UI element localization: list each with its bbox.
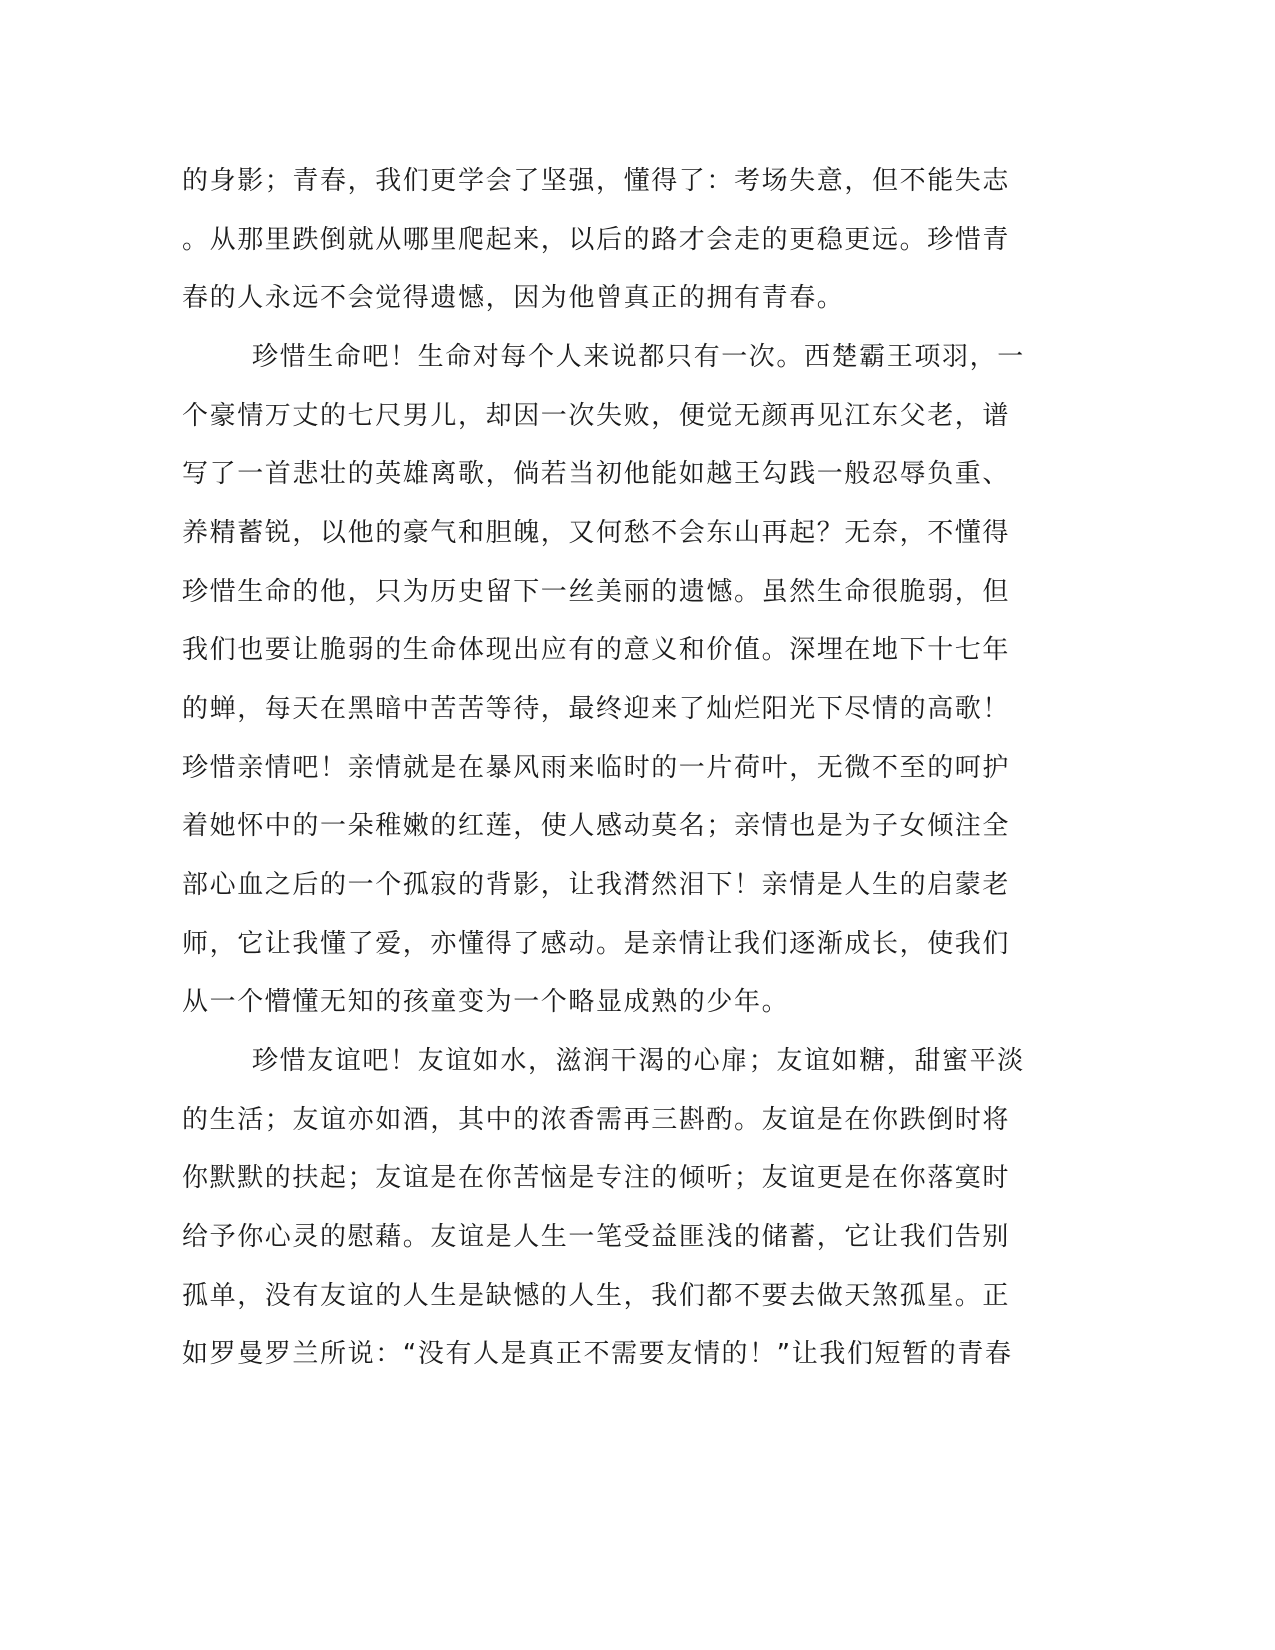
text-line-4: 珍惜生命吧！生命对每个人来说都只有一次。西楚霸王项羽，一 bbox=[252, 342, 1025, 372]
text-line-3: 春的人永远不会觉得遗憾，因为他曾真正的拥有青春。 bbox=[182, 283, 845, 313]
text-line-5: 个豪情万丈的七尺男儿，却因一次失败，便觉无颜再见江东父老，谱 bbox=[182, 401, 1011, 431]
text-line-8: 珍惜生命的他，只为历史留下一丝美丽的遗憾。虽然生命很脆弱，但 bbox=[182, 577, 1011, 607]
text-line-18: 你默默的扶起；友谊是在你苦恼是专注的倾听；友谊更是在你落寞时 bbox=[182, 1163, 1011, 1193]
text-line-14: 师，它让我懂了爱，亦懂得了感动。是亲情让我们逐渐成长，使我们 bbox=[182, 929, 1011, 959]
text-line-1: 的身影；青春，我们更学会了坚强，懂得了：考场失意，但不能失志 bbox=[182, 166, 1011, 196]
text-line-16: 珍惜友谊吧！友谊如水，滋润干渴的心扉；友谊如糖，甜蜜平淡 bbox=[252, 1046, 1025, 1076]
text-line-10: 的蝉，每天在黑暗中苦苦等待，最终迎来了灿烂阳光下尽情的高歌！ bbox=[182, 694, 1011, 724]
text-line-2: 。从那里跌倒就从哪里爬起来，以后的路才会走的更稳更远。珍惜青 bbox=[182, 225, 1011, 255]
text-line-12: 着她怀中的一朵稚嫩的红莲，使人感动莫名；亲情也是为子女倾注全 bbox=[182, 811, 1011, 841]
text-line-21: 如罗曼罗兰所说：“没有人是真正不需要友情的！”让我们短暂的青春 bbox=[182, 1339, 1013, 1369]
text-line-7: 养精蓄锐，以他的豪气和胆魄，又何愁不会东山再起？无奈，不懂得 bbox=[182, 518, 1011, 548]
text-line-13: 部心血之后的一个孤寂的背影，让我潸然泪下！亲情是人生的启蒙老 bbox=[182, 870, 1011, 900]
text-line-20: 孤单，没有友谊的人生是缺憾的人生，我们都不要去做天煞孤星。正 bbox=[182, 1281, 1011, 1311]
text-line-9: 我们也要让脆弱的生命体现出应有的意义和价值。深埋在地下十七年 bbox=[182, 635, 1011, 665]
text-line-15: 从一个懵懂无知的孩童变为一个略显成熟的少年。 bbox=[182, 987, 790, 1017]
text-line-6: 写了一首悲壮的英雄离歌，倘若当初他能如越王勾践一般忍辱负重、 bbox=[182, 459, 1011, 489]
text-line-11: 珍惜亲情吧！亲情就是在暴风雨来临时的一片荷叶，无微不至的呵护 bbox=[182, 753, 1011, 783]
text-line-19: 给予你心灵的慰藉。友谊是人生一笔受益匪浅的储蓄，它让我们告别 bbox=[182, 1222, 1011, 1252]
text-line-17: 的生活；友谊亦如酒，其中的浓香需再三斟酌。友谊是在你跌倒时将 bbox=[182, 1105, 1011, 1135]
